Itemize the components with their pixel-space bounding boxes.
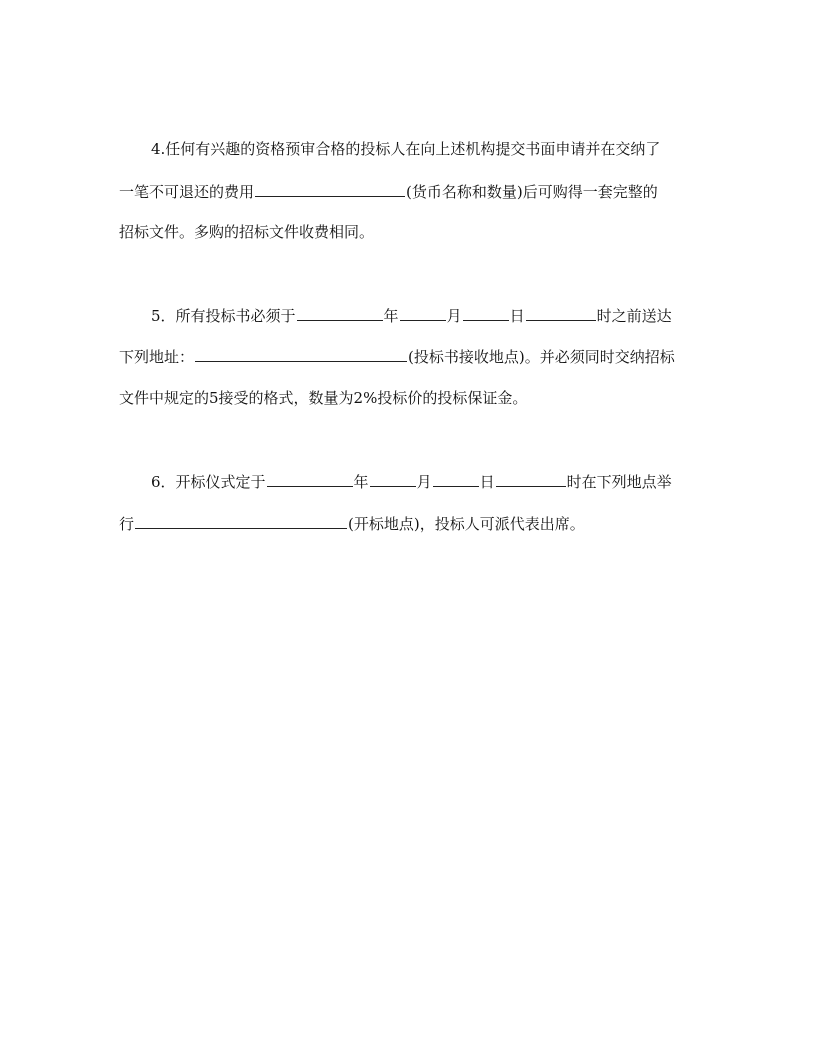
p6-text-4: (开标地点)，投标人可派代表出席。 — [348, 515, 585, 533]
p5-year-label: 年 — [383, 307, 399, 325]
opening-location-blank[interactable] — [135, 513, 347, 529]
p5-day-label: 日 — [509, 307, 525, 325]
open-day-blank[interactable] — [433, 471, 479, 487]
open-hour-blank[interactable] — [496, 471, 566, 487]
p4-text-1: 4.任何有兴趣的资格预审合格的投标人在向上述机构提交书面申请并在交纳了 — [151, 140, 661, 158]
p4-line-2 — [119, 181, 658, 202]
p5-text-4: (投标书接收地点)。并必须同时交纳招标 — [408, 348, 675, 366]
p6-month-label: 月 — [416, 473, 432, 491]
p4-text-4: 招标文件。多购的招标文件收费相同。 — [119, 223, 375, 241]
p6-text-2: 时在下列地点举 — [566, 473, 672, 491]
p6-year-label: 年 — [353, 473, 369, 491]
p5-text-1: 5．所有投标书必须于 — [151, 307, 296, 325]
open-year-blank[interactable] — [267, 471, 353, 487]
p6-line-2 — [119, 513, 585, 534]
year-blank[interactable] — [297, 305, 383, 321]
p6-text-3: 行 — [119, 515, 135, 533]
p5-month-label: 月 — [446, 307, 462, 325]
p5-line-3 — [119, 388, 527, 408]
p5-text-3: 下列地址： — [119, 348, 195, 366]
hour-blank[interactable] — [526, 305, 596, 321]
p5-line-2 — [119, 346, 675, 367]
p5-text-5: 文件中规定的5接受的格式，数量为2%投标价的投标保证金。 — [119, 389, 528, 407]
p6-line-1 — [151, 471, 672, 492]
day-blank[interactable] — [463, 305, 509, 321]
address-blank[interactable] — [195, 346, 407, 362]
p6-text-1: 6．开标仪式定于 — [151, 473, 266, 491]
p6-day-label: 日 — [479, 473, 495, 491]
p4-line-1 — [151, 139, 660, 159]
month-blank[interactable] — [400, 305, 446, 321]
p4-line-3 — [119, 222, 374, 242]
p4-text-2: 一笔不可退还的费用 — [119, 183, 255, 201]
open-month-blank[interactable] — [370, 471, 416, 487]
fee-blank[interactable] — [255, 181, 405, 197]
p4-text-3: (货币名称和数量)后可购得一套完整的 — [406, 183, 658, 201]
p5-line-1 — [151, 305, 672, 326]
p5-text-2: 时之前送达 — [596, 307, 672, 325]
